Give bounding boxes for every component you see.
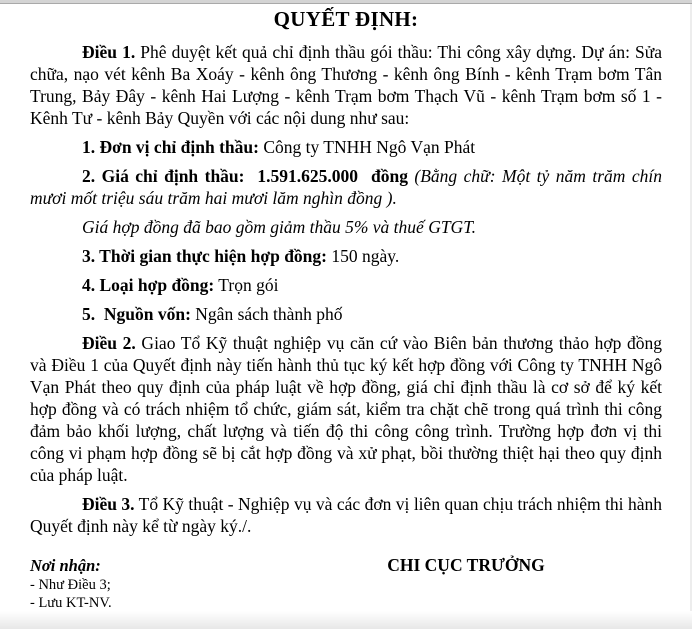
item-price-label: 2. Giá chỉ định thầu: 1.591.625.000 đồng xyxy=(82,166,415,186)
item-contract-type xyxy=(30,274,662,296)
recipients-label: Nơi nhận: xyxy=(30,556,101,575)
item-contractor-label: 1. Đơn vị chỉ định thầu: xyxy=(82,137,259,157)
item-price xyxy=(30,165,662,209)
article-2-text: Giao Tổ Kỹ thuật nghiệp vụ căn cứ vào Biên bản thương thảo hợp đồng và Điều 1 của Quyết định này tiến hành thủ tục ký kết hợp đồng với Công ty TNHH Ngô Vạn Phát theo quy định của pháp luật về hợp đồng, giá chỉ định thầu là cơ sở để ký kết hợp đồng và có trách nhiệm tổ chức, giám sát, kiểm tra chặt chẽ trong quá trình thi công đảm bảo khối lượng, chất lượng và tiến độ thi công công trình. Trường hợp đơn vị thi công vi phạm hợp đồng sẽ bị cắt hợp đồng và xử phạt, bồi thường thiệt hại theo quy định của pháp luật. xyxy=(30,333,663,485)
article-3-text: Tổ Kỹ thuật - Nghiệp vụ và các đơn vị liên quan chịu trách nhiệm thi hành Quyết định này kể từ ngày ký./. xyxy=(30,494,662,536)
window-top-edge xyxy=(0,0,692,4)
item-contract-type-value: Trọn gói xyxy=(214,275,279,295)
item-duration xyxy=(30,245,662,267)
item-duration-value: 150 ngày. xyxy=(326,246,400,266)
article-2-paragraph xyxy=(30,332,662,486)
article-3-paragraph xyxy=(30,493,662,537)
recipient-line: - Như Điều 3; xyxy=(30,577,111,593)
item-contract-type-label: 4. Loại hợp đồng: xyxy=(82,275,215,295)
item-duration-label: 3. Thời gian thực hiện hợp đồng: xyxy=(82,246,327,266)
item-price-words: (Bằng chữ: Một tỷ năm trăm chín mươi mốt triệu sáu trăm hai mươi lăm nghìn đồng ). xyxy=(30,166,662,208)
article-1-paragraph xyxy=(30,41,662,129)
item-funding-source-label: 5. Nguồn vốn: xyxy=(82,304,191,324)
signer-title: CHI CỤC TRƯỞNG xyxy=(387,555,545,575)
document-page xyxy=(30,6,662,612)
document-title: QUYẾT ĐỊNH: xyxy=(273,7,419,31)
price-note-line xyxy=(30,216,662,238)
article-1-label: Điều 1. xyxy=(82,42,136,62)
item-contractor xyxy=(30,136,662,158)
recipients-block xyxy=(30,555,270,612)
window-bottom-edge xyxy=(0,611,692,629)
item-contractor-value: Công ty TNHH Ngô Vạn Phát xyxy=(258,137,476,157)
price-note-italic: Giá hợp đồng đã bao gồm giảm thầu 5% và thuế GTGT. xyxy=(82,217,477,237)
article-2-label: Điều 2. xyxy=(82,333,136,353)
recipient-line: - Lưu KT-NV. xyxy=(30,595,112,611)
item-funding-source-value: Ngân sách thành phố xyxy=(190,304,343,324)
article-3-label: Điều 3. xyxy=(82,494,135,514)
signature-block xyxy=(30,555,662,612)
article-1-text: Phê duyệt kết quả chỉ định thầu gói thầu: Thi công xây dựng. Dự án: Sửa chữa, nạo vét kênh Ba Xoáy - kênh ông Thương - kênh ông Bính - kênh Trạm bơm Tân Trung, Bảy Đây - kênh Hai Lượng - kênh Trạm bơm Thạch Vũ - kênh Trạm bơm số 1 - Kênh Tư - kênh Bảy Quyền với các nội dung như sau: xyxy=(30,42,662,128)
item-funding-source xyxy=(30,303,662,325)
